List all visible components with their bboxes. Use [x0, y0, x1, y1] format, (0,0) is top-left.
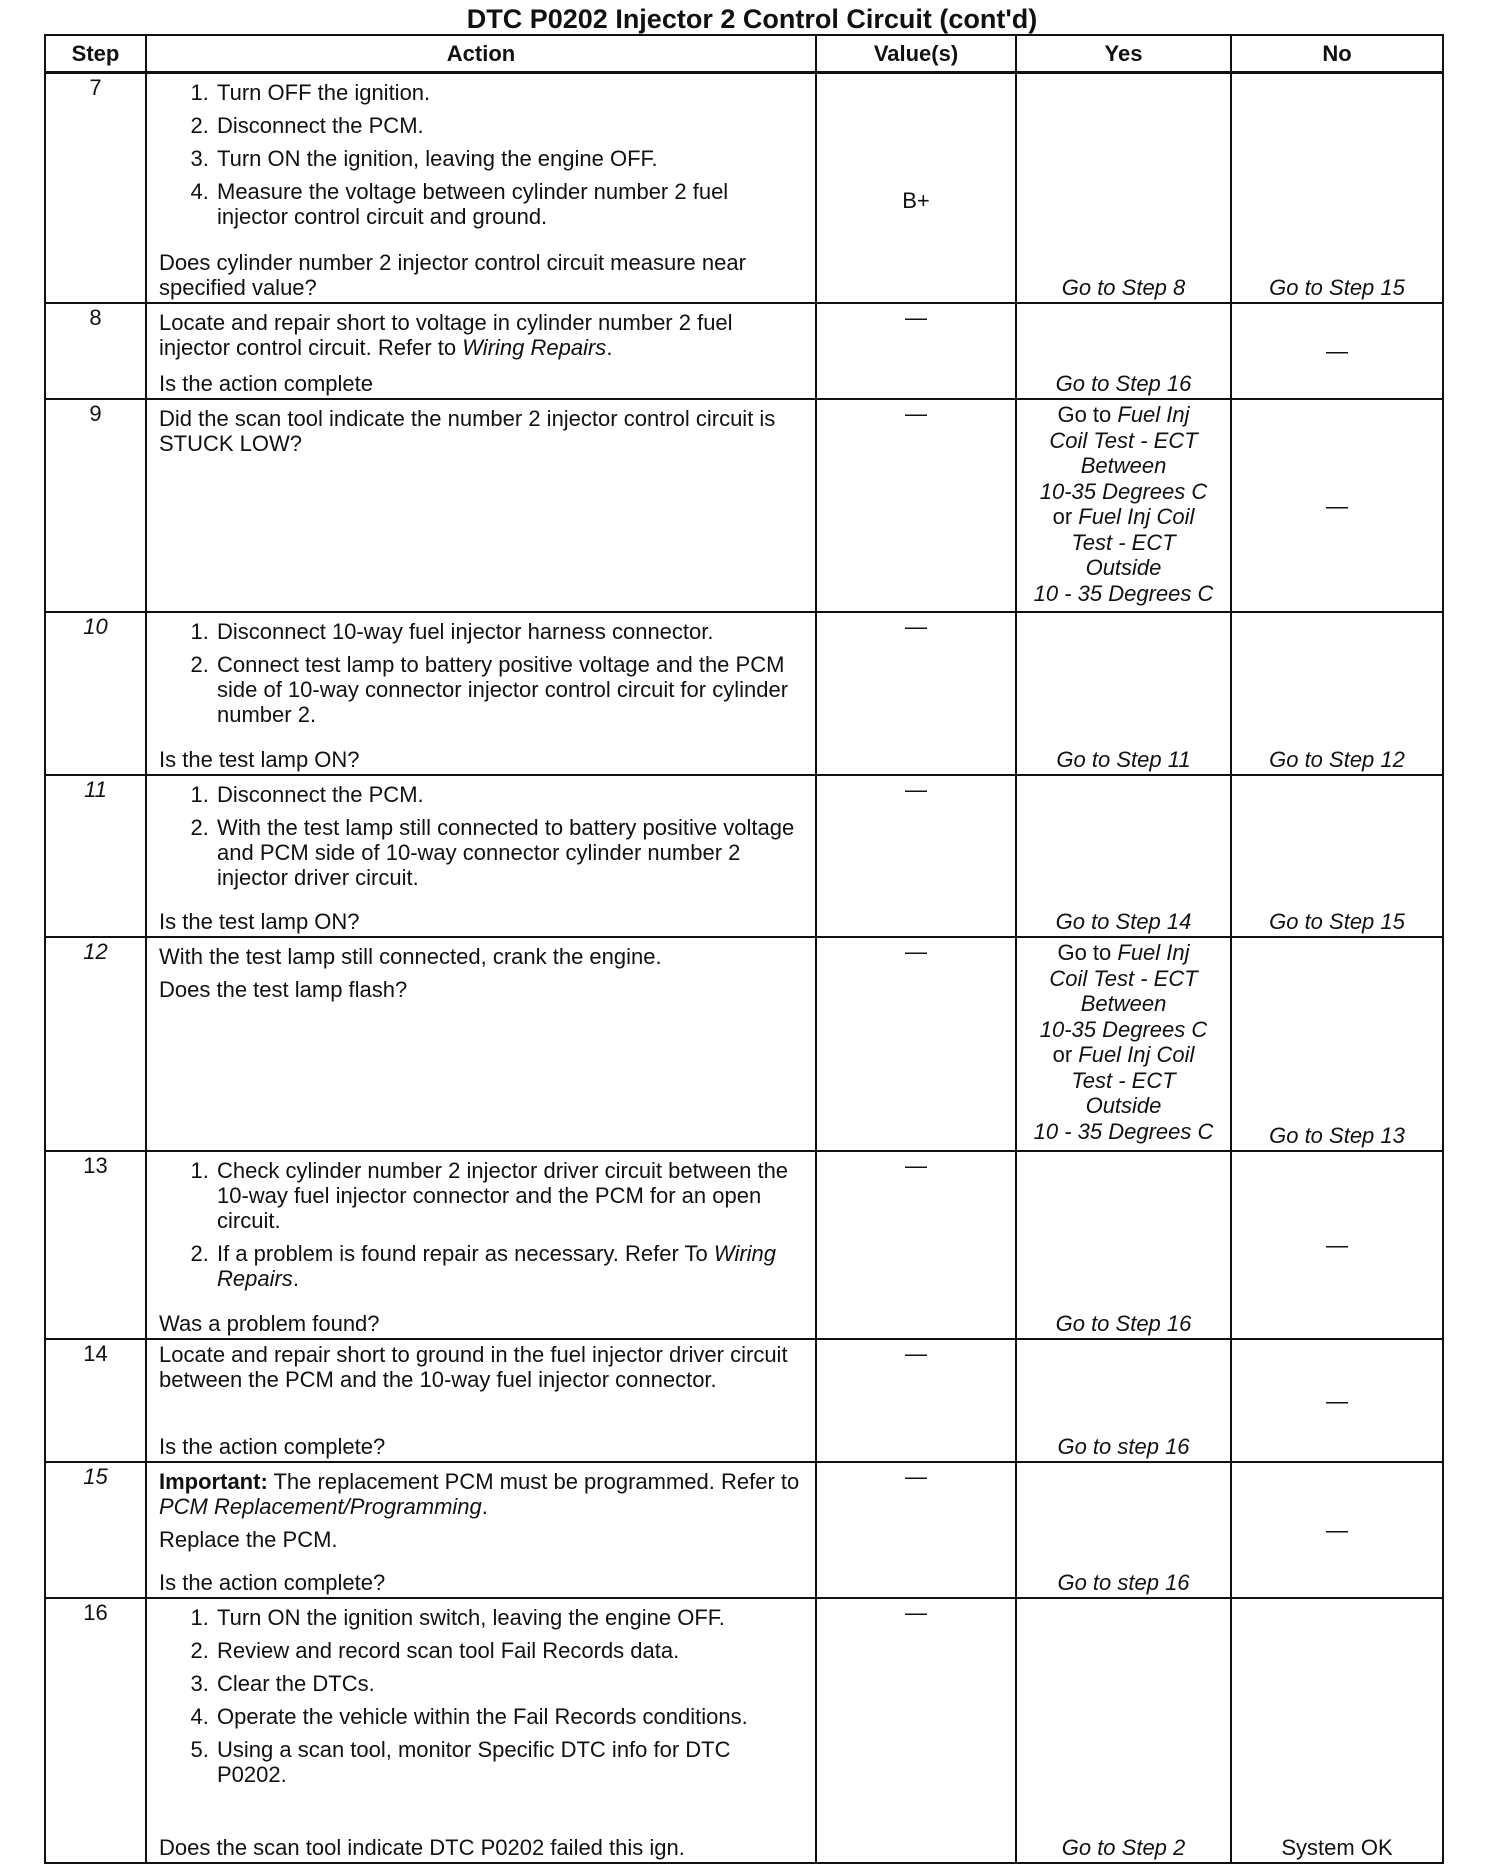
step-number: 14	[45, 1339, 146, 1462]
action-step: 2. Review and record scan tool Fail Records data.	[215, 1638, 805, 1663]
header-action: Action	[146, 35, 816, 73]
action-step: 5. Using a scan tool, monitor Specific DTC info for DTC P0202.	[215, 1737, 805, 1787]
action-cell	[146, 775, 816, 937]
yes-cell	[1016, 399, 1231, 612]
action-text: Locate and repair short to voltage in cylinder number 2 fuel injector control circuit. Refer to Wiring Repairs.	[159, 310, 733, 360]
action-step: 4. Operate the vehicle within the Fail Records conditions.	[215, 1704, 805, 1729]
page-title: DTC P0202 Injector 2 Control Circuit (cont'd)	[466, 4, 1038, 34]
action-cell	[146, 612, 816, 775]
header-yes: Yes	[1016, 35, 1231, 73]
yes-cell	[1016, 1151, 1231, 1339]
action-question: Is the action complete?	[159, 1434, 386, 1459]
action-question: Was a problem found?	[159, 1311, 380, 1336]
table-row	[45, 1151, 1443, 1339]
action-question: Is the action complete?	[159, 1570, 386, 1595]
no-result: —	[1326, 1517, 1348, 1543]
value-cell: —	[816, 937, 1016, 1151]
step-number: 11	[45, 775, 146, 937]
table-row	[45, 937, 1443, 1151]
table-row	[45, 1339, 1443, 1462]
yes-result: Go to Step 2	[1061, 1835, 1186, 1860]
no-cell	[1231, 1462, 1443, 1598]
action-steps	[159, 782, 805, 890]
table-row	[45, 775, 1443, 937]
yes-result: Go to Fuel Inj Coil Test - ECT Between 10-35 Degrees C or Fuel Inj Coil Test - ECT Outside 10 - 35 Degrees C	[1033, 402, 1214, 606]
action-text: With the test lamp still connected, crank the engine.	[159, 944, 662, 969]
action-cell	[146, 1151, 816, 1339]
table-row	[45, 73, 1443, 304]
yes-result: Go to Step 16	[1055, 1311, 1192, 1336]
no-cell	[1231, 612, 1443, 775]
yes-cell	[1016, 775, 1231, 937]
action-step: 4. Measure the voltage between cylinder number 2 fuel injector control circuit and ground.	[215, 179, 805, 229]
yes-result: Go to Step 8	[1061, 275, 1186, 300]
no-cell	[1231, 775, 1443, 937]
yes-result: Go to Step 14	[1055, 909, 1192, 934]
action-question: Is the action complete	[159, 371, 374, 396]
no-cell	[1231, 73, 1443, 304]
action-steps	[159, 1605, 805, 1787]
value-cell: —	[816, 399, 1016, 612]
no-result: Go to Step 13	[1269, 1123, 1405, 1148]
step-number: 12	[45, 937, 146, 1151]
action-step: 1. Turn OFF the ignition.	[215, 80, 805, 105]
action-question: Does the scan tool indicate DTC P0202 failed this ign.	[159, 1835, 685, 1860]
yes-result: Go to Step 16	[1055, 371, 1192, 396]
action-cell	[146, 73, 816, 304]
value-cell: —	[816, 775, 1016, 937]
no-result: —	[1326, 338, 1348, 364]
action-text: Replace the PCM.	[159, 1527, 338, 1552]
yes-result: Go to step 16	[1057, 1434, 1190, 1459]
step-number: 13	[45, 1151, 146, 1339]
value-cell: —	[816, 612, 1016, 775]
value-cell: —	[816, 1151, 1016, 1339]
yes-result: Go to Fuel Inj Coil Test - ECT Between 10-35 Degrees C or Fuel Inj Coil Test - ECT Outside 10 - 35 Degrees C	[1033, 940, 1214, 1144]
header-values: Value(s)	[816, 35, 1016, 73]
step-number: 16	[45, 1598, 146, 1863]
action-step: 1. Turn ON the ignition switch, leaving the engine OFF.	[215, 1605, 805, 1630]
action-question: Is the test lamp ON?	[159, 747, 360, 772]
action-cell	[146, 1462, 816, 1598]
value-cell: —	[816, 1339, 1016, 1462]
action-step: 3. Turn ON the ignition, leaving the engine OFF.	[215, 146, 805, 171]
action-cell	[146, 937, 816, 1151]
action-steps	[159, 1158, 805, 1291]
no-cell	[1231, 937, 1443, 1151]
no-cell	[1231, 399, 1443, 612]
no-result: Go to Step 15	[1269, 909, 1405, 934]
action-step: 2. Connect test lamp to battery positive voltage and the PCM side of 10-way connector injector control circuit for cylinder number 2.	[215, 652, 805, 727]
table-row	[45, 303, 1443, 399]
no-result: Go to Step 12	[1269, 747, 1405, 772]
no-cell	[1231, 1151, 1443, 1339]
value-cell: —	[816, 1598, 1016, 1863]
action-steps	[159, 80, 805, 229]
header-step: Step	[45, 35, 146, 73]
table-row	[45, 1598, 1443, 1863]
yes-cell	[1016, 73, 1231, 304]
header-no: No	[1231, 35, 1443, 73]
important-note: Important: The replacement PCM must be programmed. Refer to PCM Replacement/Programming.	[159, 1469, 800, 1519]
yes-result: Go to Step 11	[1056, 747, 1191, 772]
action-cell	[146, 303, 816, 399]
action-question: Does the test lamp flash?	[159, 977, 408, 1002]
action-step: 2. Disconnect the PCM.	[215, 113, 805, 138]
yes-cell	[1016, 937, 1231, 1151]
yes-cell	[1016, 1598, 1231, 1863]
yes-result: Go to step 16	[1057, 1570, 1190, 1595]
action-question: Is the test lamp ON?	[159, 909, 360, 934]
step-number: 7	[45, 73, 146, 304]
step-number: 8	[45, 303, 146, 399]
action-step: 2. With the test lamp still connected to battery positive voltage and PCM side of 10-way connector cylinder number 2 injector driver circuit.	[215, 815, 805, 890]
table-row	[45, 399, 1443, 612]
yes-cell	[1016, 1462, 1231, 1598]
no-cell	[1231, 1339, 1443, 1462]
no-result: Go to Step 15	[1269, 275, 1405, 300]
value-cell: —	[816, 1462, 1016, 1598]
yes-cell	[1016, 1339, 1231, 1462]
no-result: —	[1326, 1388, 1348, 1413]
no-result: System OK	[1281, 1835, 1393, 1860]
yes-cell	[1016, 303, 1231, 399]
action-question: Does cylinder number 2 injector control circuit measure near specified value?	[159, 250, 746, 300]
action-text: Locate and repair short to ground in the fuel injector driver circuit between the PCM and the 10-way fuel injector connector.	[159, 1342, 788, 1392]
action-cell	[146, 399, 816, 612]
value-cell: B+	[816, 73, 1016, 304]
action-step: 3. Clear the DTCs.	[215, 1671, 805, 1696]
no-result: —	[1326, 493, 1348, 518]
value-cell: —	[816, 303, 1016, 399]
no-cell	[1231, 303, 1443, 399]
action-cell	[146, 1339, 816, 1462]
step-number: 15	[45, 1462, 146, 1598]
header-row	[45, 35, 1443, 73]
action-step: 2. If a problem is found repair as necessary. Refer To Wiring Repairs.	[215, 1241, 805, 1291]
table-row	[45, 612, 1443, 775]
no-result: —	[1326, 1232, 1348, 1258]
table-row	[45, 1462, 1443, 1598]
action-text: Did the scan tool indicate the number 2 injector control circuit is STUCK LOW?	[159, 406, 776, 456]
action-steps	[159, 619, 805, 727]
dtc-table	[44, 34, 1444, 1864]
yes-cell	[1016, 612, 1231, 775]
action-step: 1. Disconnect the PCM.	[215, 782, 805, 807]
action-step: 1. Disconnect 10-way fuel injector harness connector.	[215, 619, 805, 644]
step-number: 9	[45, 399, 146, 612]
action-step: 1. Check cylinder number 2 injector driver circuit between the 10-way fuel injector connector and the PCM for an open circuit.	[215, 1158, 805, 1233]
no-cell	[1231, 1598, 1443, 1863]
action-cell	[146, 1598, 816, 1863]
step-number: 10	[45, 612, 146, 775]
